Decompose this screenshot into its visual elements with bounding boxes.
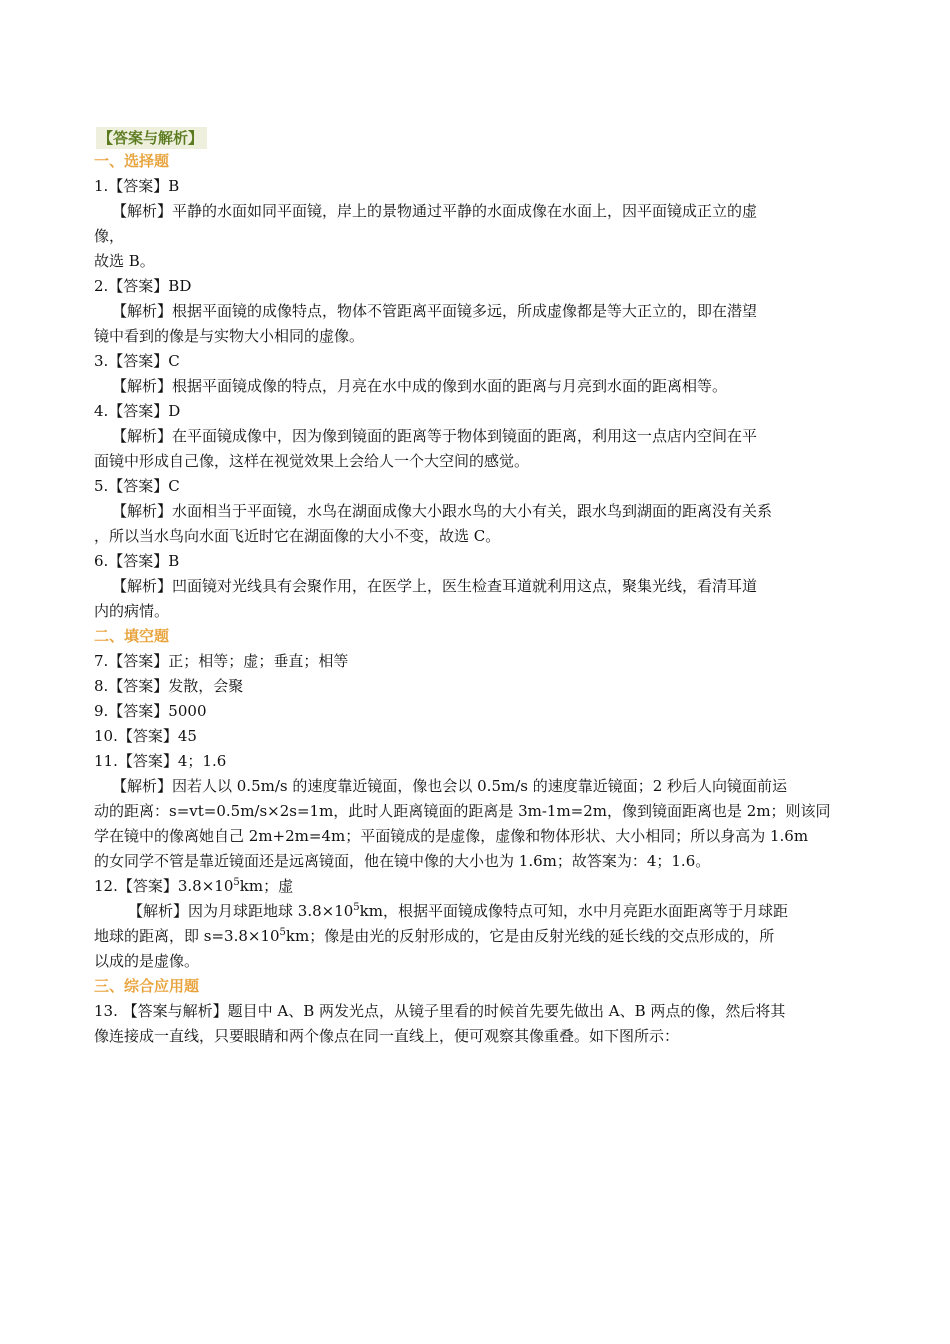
explanation-line: 【解析】凹面镜对光线具有会聚作用，在医学上，医生检查耳道就利用这点，聚集光线，看清耳道 [112,577,758,595]
answer-header: 【答案与解析】 [96,127,207,149]
answer-line: 7.【答案】正；相等；虚；垂直；相等 [94,652,349,670]
explanation-line: 以成的是虚像。 [94,952,200,970]
answer-text: 12.【答案】3.8×10 [94,877,234,895]
explanation-line: 故选 B。 [94,252,155,270]
answer-line [94,875,293,897]
explanation-line: 内的病情。 [94,602,170,620]
explanation-line: ，所以当水鸟向水面飞近时它在湖面像的大小不变，故选 C。 [94,527,501,545]
explanation-line [94,925,774,947]
section-title-application: 三、综合应用题 [94,977,200,995]
explanation-line: 的女同学不管是靠近镜面还是远离镜面，他在镜中像的大小也为 1.6m；故答案为：4；1.6。 [94,852,711,870]
explanation-line: 【解析】根据平面镜成像的特点，月亮在水中成的像到水面的距离与月亮到水面的距离相等。 [112,377,728,395]
explanation-text: km；像是由光的反射形成的，它是由反射光线的延长线的交点形成的，所 [285,927,775,945]
explanation-line: 像连接成一直线，只要眼睛和两个像点在同一直线上，便可观察其像重叠。如下图所示： [94,1027,680,1045]
explanation-text: 【解析】因为月球距地球 3.8×10 [128,902,354,920]
explanation-line: 镜中看到的像是与实物大小相同的虚像。 [94,327,365,345]
explanation-line: 动的距离：s=vt=0.5m/s×2s=1m，此时人距离镜面的距离是 3m-1m=2m，像到镜面距离也是 2m；则该同 [94,802,831,820]
explanation-line: 【解析】在平面镜成像中，因为像到镜面的距离等于物体到镜面的距离，利用这一点店内空间在平 [112,427,758,445]
answer-line: 5.【答案】C [94,477,180,495]
explanation-line: 13. 【答案与解析】题目中 A、B 两发光点，从镜子里看的时候首先要先做出 A、B 两点的像，然后将其 [94,1002,786,1020]
answer-line: 4.【答案】D [94,402,181,420]
answer-text: km；虚 [239,877,294,895]
answer-line: 3.【答案】C [94,352,180,370]
explanation-line: 学在镜中的像离她自己 2m+2m=4m；平面镜成的是虚像，虚像和物体形状、大小相同；所以身高为 1.6m [94,827,809,845]
explanation-line [128,900,788,922]
explanation-line: 像， [94,227,125,245]
answer-line: 1.【答案】B [94,177,180,195]
answer-line: 2.【答案】BD [94,277,192,295]
explanation-line: 【解析】平静的水面如同平面镜，岸上的景物通过平静的水面成像在水面上，因平面镜成正立的虚 [112,202,758,220]
answer-line: 8.【答案】发散，会聚 [94,677,244,695]
explanation-line: 【解析】根据平面镜的成像特点，物体不管距离平面镜多远，所成虚像都是等大正立的，即在潜望 [112,302,758,320]
explanation-line: 【解析】因若人以 0.5m/s 的速度靠近镜面，像也会以 0.5m/s 的速度靠近镜面；2 秒后人向镜面前运 [112,777,788,795]
superscript: 5 [279,927,286,938]
section-title-fill: 二、填空题 [94,627,170,645]
answer-line: 11.【答案】4；1.6 [94,752,227,770]
explanation-line: 【解析】水面相当于平面镜，水鸟在湖面成像大小跟水鸟的大小有关，跟水鸟到湖面的距离没有关系 [112,502,773,520]
answer-line: 6.【答案】B [94,552,180,570]
superscript: 5 [233,877,240,888]
section-title-choice: 一、选择题 [94,152,170,170]
answer-line: 9.【答案】5000 [94,702,207,720]
explanation-text: km，根据平面镜成像特点可知，水中月亮距水面距离等于月球距 [359,902,788,920]
answer-line: 10.【答案】45 [94,727,197,745]
superscript: 5 [353,902,360,913]
explanation-line: 面镜中形成自己像，这样在视觉效果上会给人一个大空间的感觉。 [94,452,530,470]
explanation-text: 地球的距离，即 s=3.8×10 [94,927,280,945]
